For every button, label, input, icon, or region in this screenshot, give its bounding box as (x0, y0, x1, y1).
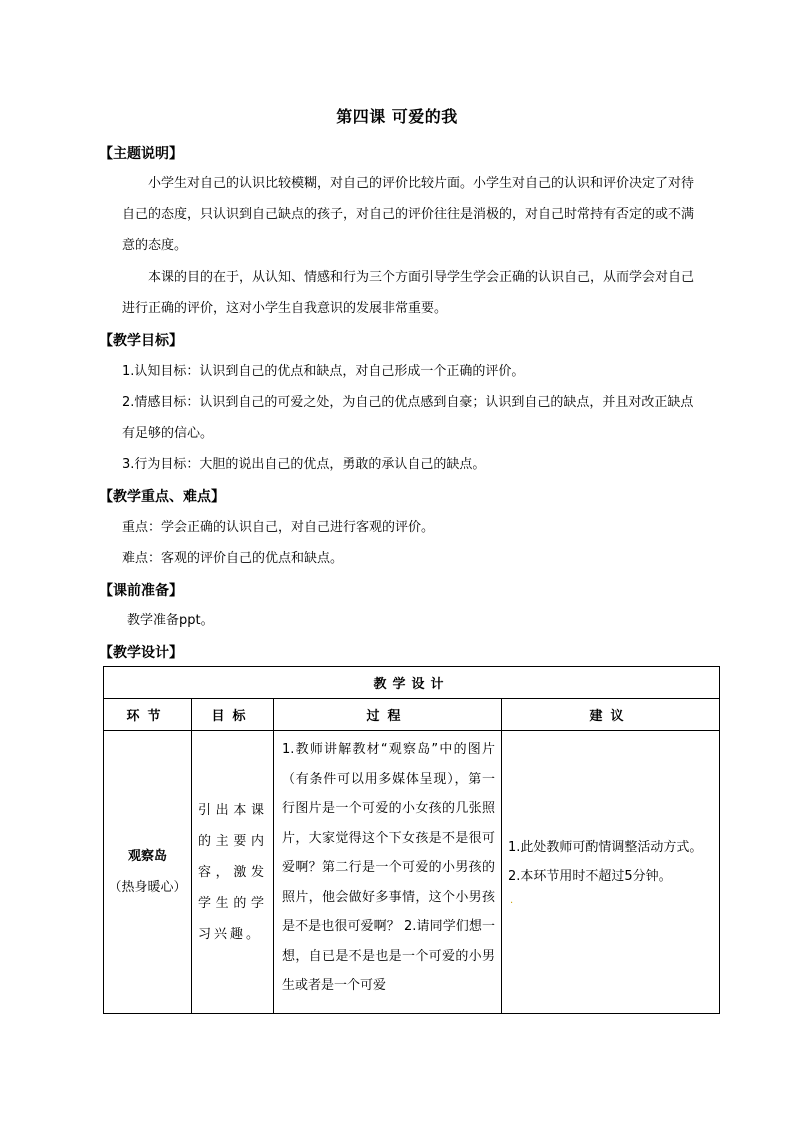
suggestion-item-2: 2.本环节用时不超过5分钟。 (508, 869, 672, 884)
section-heading-design: 【教学设计】 (99, 645, 183, 661)
goal-cell: 引出本课的主要内容，激发学生的学习兴趣。 (192, 731, 274, 1014)
page-title: 第四课 可爱的我 (336, 107, 458, 126)
suggestion-cell (502, 731, 720, 1014)
column-header-suggestion: 建议 (502, 699, 720, 731)
theme-paragraph-2: 本课的目的在于，从认知、情感和行为三个方面引导学生学会正确的认识自己，从而学会对自己进行正确的评价，这对小学生自我意识的发展非常重要。 (122, 270, 695, 316)
table-row (104, 731, 720, 1014)
table-caption: 教学设计 (104, 667, 720, 699)
section-heading-theme: 【主题说明】 (99, 146, 183, 162)
section-heading-prep: 【课前准备】 (99, 583, 183, 599)
column-header-process: 过程 (274, 699, 502, 731)
goal-item-2: 2.情感目标：认识到自己的可爱之处，为自己的优点感到自豪；认识到自己的缺点，并且对改正缺点有足够的信心。 (122, 395, 694, 441)
goal-item-3: 3.行为目标：大胆的说出自己的优点，勇敢的承认自己的缺点。 (122, 457, 486, 472)
teaching-design-table (103, 666, 720, 1014)
goal-item-1: 1.认知目标：认识到自己的优点和缺点，对自己形成一个正确的评价。 (122, 364, 525, 379)
suggestion-mark: . (510, 895, 514, 906)
stage-subtitle: （热身暖心） (108, 880, 187, 895)
prep-text: 教学准备ppt。 (127, 613, 214, 628)
table-header-row (104, 699, 720, 731)
stage-cell (104, 731, 192, 1014)
key-point: 重点：学会正确的认识自己，对自己进行客观的评价。 (122, 520, 435, 535)
table-caption-row (104, 667, 720, 699)
section-heading-key: 【教学重点、难点】 (99, 489, 225, 505)
difficult-point: 难点：客观的评价自己的优点和缺点。 (122, 551, 344, 566)
suggestion-item-1: 1.此处教师可酌情调整活动方式。 (508, 840, 703, 855)
theme-paragraph-1: 小学生对自己的认识比较模糊，对自己的评价比较片面。小学生对自己的认识和评价决定了对待自己的态度，只认识到自己缺点的孩子，对自己的评价往往是消极的，对自己时常持有否定的或不满意的态度。 (122, 176, 695, 253)
section-heading-goals: 【教学目标】 (99, 333, 183, 349)
process-cell: 1.教师讲解教材“观察岛”中的图片（有条件可以用多媒体呈现），第一行图片是一个可爱的小女孩的几张照片，大家觉得这个下女孩是不是很可爱啊？第二行是一个可爱的小男孩的照片，他会做好多事情，这个小男孩是不是也很可爱啊？ 2.请同学们想一想，自已是不是也是一个可爱的小男生或者是一个可爱 (274, 731, 502, 1014)
column-header-goal: 目标 (192, 699, 274, 731)
stage-name: 观察岛 (127, 849, 167, 864)
column-header-stage: 环节 (104, 699, 192, 731)
